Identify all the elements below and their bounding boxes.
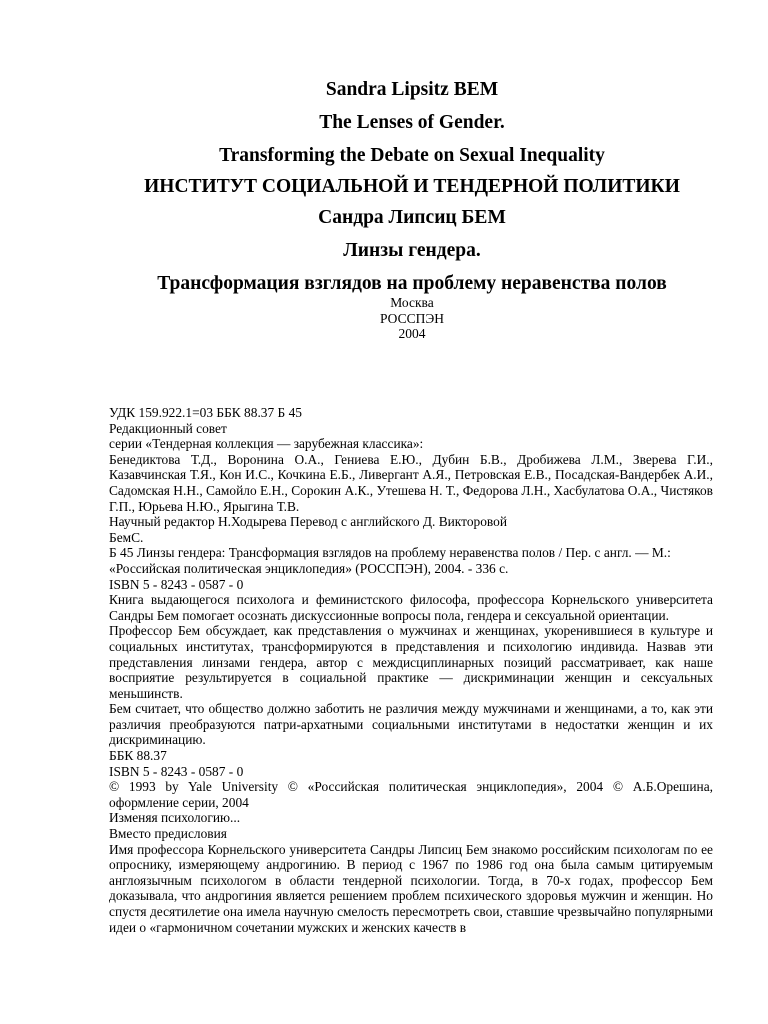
title-block [95,78,729,342]
body-text [109,405,713,935]
author-short: БемС. [109,529,144,545]
editors-line: Научный редактор Н.Ходырева Перевод с английского Д. Викторовой [109,514,507,530]
catalog-entry: Б 45 Линзы гендера: Трансформация взглядов на проблему неравенства полов / Пер. с англ. — М.: «Российская политическая энциклопедия» (РОССПЭН), 2004. - 336 с. [109,545,671,576]
isbn-line: ISBN 5 - 8243 - 0587 - 0 [109,763,244,779]
udk-line: УДК 159.922.1=03 ББК 88.37 Б 45 [109,405,302,420]
council-members: Бенедиктова Т.Д., Воронина О.А., Гениева Е.Ю., Дубин Б.В., Дробижева Л.М., Зверева Г.И., Казавчинская Т.Я., Кон И.С., Кочкина Е.Б., Ливергант А.Я., Петровская Е.В., Посадская-Вандербек А.И., Садомская Н.Н., Самойло Е.Н., Сорокин А.К., Утешева Н. Т., Федорова Л.Н., Хасбулатова О.А., Чистяков Г.П., Юрьева Н.Ю., Ярыгина Т.В. [109,451,713,514]
subtitle-en: Transforming the Debate on Sexual Inequality [219,145,605,166]
isbn-line: ISBN 5 - 8243 - 0587 - 0 [109,576,244,592]
title-ru: Линзы гендера. [343,240,481,261]
author-ru: Сандра Липсиц БЕМ [318,207,506,228]
foreword-heading: Вместо предисловия [109,826,227,842]
publication-year: 2004 [398,326,426,341]
copyright-line: © 1993 by Yale University © «Российская политическая энциклопедия», 2004 © А.Б.Орешина, оформление серии, 2004 [109,779,713,810]
bbk-line: ББК 88.37 [109,748,167,764]
title-en: The Lenses of Gender. [319,112,505,133]
intro-paragraph: Имя профессора Корнельского университета Сандры Липсиц Бем знакомо российским психологам по ее опроснику, измеряющему андрогинию. В период с 1967 по 1986 год она была самым цитируемым англоязычным психологом в области тендерной психологии. Тогда, в 70-х годах, профессор Бем доказывала, что андрогиния является решением проблем психического здоровья мужчин и женщин. Но спустя десятилетие она имела научную смелость пересмотреть свои, ставшие чрезвычайно популярными идеи о «гармоничном сочетании мужских и женских качеств в [109,841,713,935]
subtitle-ru: Трансформация взглядов на проблему неравенства полов [157,273,667,294]
council-label: Редакционный совет [109,420,227,436]
section-heading: Изменяя психологию... [109,810,241,826]
abstract-paragraph: Профессор Бем обсуждает, как представления о мужчинах и женщинах, укоренившиеся в культуре и социальных институтах, трансформируются в представления и психологию индивида. Назвав эти представления линзами гендера, автор с междисциплинарных позиций рассматривает, как наше восприятие результируется в социальной практике — дискриминации женщин и сексуальных меньшинств. [109,623,713,701]
series-label: серии «Тендерная коллекция — зарубежная классика»: [109,436,424,452]
publisher-name: РОССПЭН [379,310,444,326]
institute-heading: ИНСТИТУТ СОЦИАЛЬНОЙ И ТЕНДЕРНОЙ ПОЛИТИКИ [144,176,680,197]
abstract-paragraph: Бем считает, что общество должно заботить не различия между мужчинами и женщинами, а то, как эти различия преобразуются патри-архатными социальными институтами в недостатки женщин и их дискриминацию. [109,701,713,748]
abstract-paragraph: Книга выдающегося психолога и феминистского философа, профессора Корнельского университета Сандры Бем помогает осознать дискуссионные вопросы пола, гендера и сексуальной ориентации. [109,592,713,623]
author-en: Sandra Lipsitz BEM [325,79,499,100]
publication-city: Москва [390,295,434,310]
